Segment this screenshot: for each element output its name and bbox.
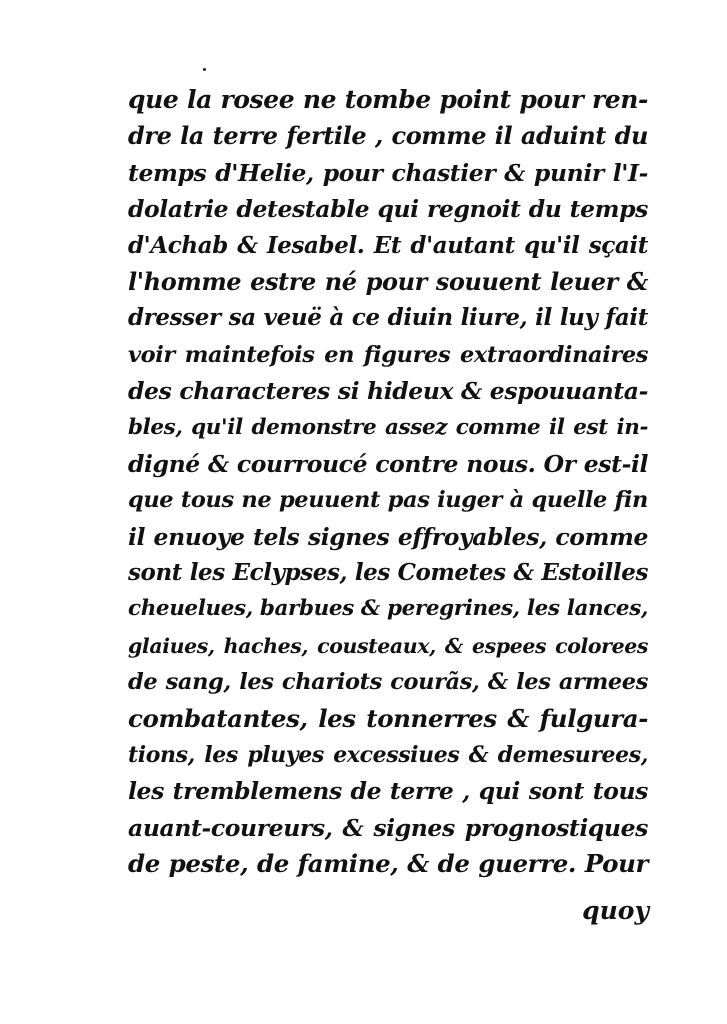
text-line: les tremblemens de terre , qui sont tous [128, 777, 648, 806]
text-line: d'Achab & Iesabel. Et d'autant qu'il sçait [128, 231, 648, 259]
text-line: dolatrie detestable qui regnoit du temps [128, 195, 648, 224]
text-line: l'homme estre né pour souuent leuer & [128, 266, 648, 296]
text-line: de peste, de famine, & de guerre. Pour [128, 849, 648, 879]
body-text [128, 82, 648, 883]
text-line: que tous ne peuuent pas iuger à quelle fin [128, 487, 648, 514]
ink-speck [203, 68, 206, 71]
text-line: il enuoye tels signes effroyables, comme [128, 522, 648, 551]
text-line: digné & courroucé contre nous. Or est-il [128, 449, 648, 478]
catchword: quoy [582, 896, 649, 925]
text-line: glaiues, haches, cousteaux, & espees colorees [128, 633, 648, 658]
text-line: bles, qu'il demonstre assez comme il est in- [128, 414, 648, 440]
text-line: de sang, les chariots courãs, & les armees [128, 669, 648, 696]
text-line: que la rosee ne tombe point pour ren- [128, 85, 648, 114]
text-line: temps d'Helie, pour chastier & punir l'I- [128, 158, 648, 187]
text-line: tions, les pluyes excessiues & demesurees, [128, 742, 648, 769]
text-line: dre la terre fertile , comme il aduint du [128, 121, 648, 151]
text-line: dresser sa veuë à ce diuin liure, il luy fait [128, 304, 648, 332]
text-line: cheuelues, barbues & peregrines, les lances, [128, 596, 648, 622]
text-line: auant-coureurs, & signes prognostiques [128, 813, 648, 842]
text-line: sont les Eclypses, les Cometes & Estoilles [128, 559, 648, 587]
text-line: combatantes, les tonnerres & fulgura- [128, 703, 648, 733]
text-line: voir maintefois en figures extraordinaires [128, 341, 648, 368]
text-line: des characteres si hideux & espouuanta- [128, 377, 648, 406]
